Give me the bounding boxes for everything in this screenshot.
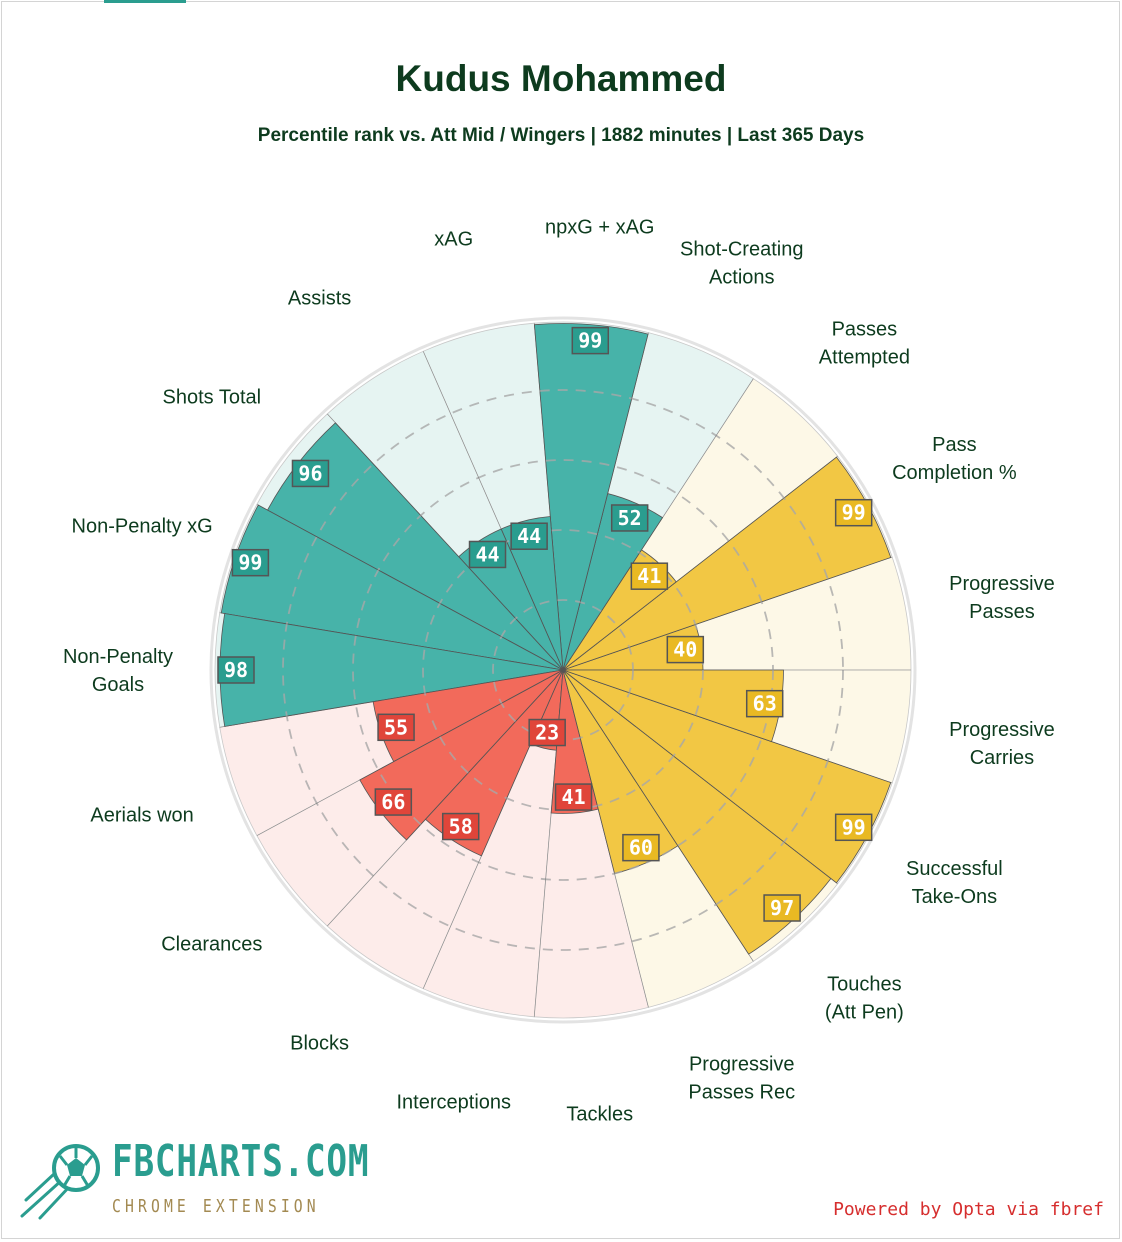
category-label-successful-take-ons: Successful Take-Ons: [906, 857, 1003, 908]
value-text: 98: [223, 658, 249, 682]
value-text: 66: [381, 790, 406, 815]
category-label-tackles: Tackles: [566, 1103, 634, 1126]
value-label-blocks: [443, 814, 479, 840]
value-text: 44: [517, 524, 542, 549]
value-text: 58: [448, 814, 473, 839]
category-label-progressive-passes: Progressive Passes: [949, 572, 1055, 623]
category-label-aerials-won: Aerials won: [90, 804, 194, 827]
category-label-touches-att-pen: Touches (Att Pen): [824, 973, 904, 1024]
brand-name: FBCHARTS.COM: [112, 1136, 370, 1187]
category-label-interceptions: Interceptions: [396, 1091, 512, 1114]
page-title: Kudus Mohammed: [395, 58, 727, 99]
category-label-shots-total: Shots Total: [162, 386, 262, 409]
value-label-assists: [470, 541, 506, 567]
category-label-assists: Assists: [287, 287, 352, 310]
brand-subtitle: CHROME EXTENSION: [112, 1196, 320, 1217]
value-text: 99: [841, 815, 866, 840]
category-label-passes-attempted: Passes Attempted: [818, 318, 910, 369]
value-text: 63: [752, 691, 777, 716]
value-label-successful-take-ons: [836, 814, 872, 840]
value-label-aerials-won: [378, 714, 414, 740]
category-label-shot-creating-actions: Shot-Creating Actions: [680, 238, 804, 289]
category-label-pass-completion: Pass Completion %: [892, 434, 1017, 485]
value-label-xag: [511, 523, 547, 549]
value-text: 99: [238, 550, 263, 575]
value-text: 60: [628, 835, 653, 860]
category-label-blocks: Blocks: [290, 1032, 350, 1055]
value-text: 97: [770, 896, 795, 921]
value-text: 99: [578, 328, 603, 353]
value-text: 44: [475, 542, 500, 567]
category-label-non-penalty-goals: Non-Penalty Goals: [62, 646, 174, 696]
value-text: 41: [561, 785, 586, 810]
value-label-shot-creating-actions: [612, 505, 648, 531]
value-label-npxg-xag: [572, 328, 608, 354]
category-label-clearances: Clearances: [161, 933, 263, 956]
value-text: 52: [617, 505, 642, 530]
value-label-interceptions: [529, 720, 565, 746]
value-label-clearances: [375, 789, 411, 815]
value-text: 96: [298, 461, 323, 486]
value-label-pass-completion: [836, 500, 872, 526]
value-text: 23: [535, 720, 560, 745]
value-text: 40: [673, 637, 698, 662]
value-label-progressive-passes: [667, 637, 703, 663]
value-label-progressive-passes-rec: [623, 835, 659, 861]
category-label-progressive-carries: Progressive Carries: [949, 719, 1055, 770]
value-text: 55: [384, 715, 409, 740]
page-subtitle: Percentile rank vs. Att Mid / Wingers | 1882 minutes | Last 365 Days: [257, 125, 865, 146]
value-label-tackles: [556, 784, 592, 810]
value-label-touches-att-pen: [764, 895, 800, 921]
value-text: 99: [841, 500, 866, 525]
value-label-shots-total: [292, 460, 328, 486]
value-label-passes-attempted: [631, 563, 667, 589]
category-label-xag: xAG: [434, 228, 474, 251]
value-label-progressive-carries: [747, 691, 783, 717]
value-label-non-penalty-goals: [218, 657, 254, 683]
category-label-npxg-xag: npxG + xAG: [544, 216, 655, 239]
value-text: 41: [637, 564, 662, 589]
category-label-non-penalty-xg: Non-Penalty xG: [71, 515, 213, 538]
powered-by-credit: Powered by Opta via fbref: [833, 1199, 1104, 1220]
value-label-non-penalty-xg: [232, 550, 268, 576]
category-label-progressive-passes-rec: Progressive Passes Rec: [688, 1053, 796, 1104]
